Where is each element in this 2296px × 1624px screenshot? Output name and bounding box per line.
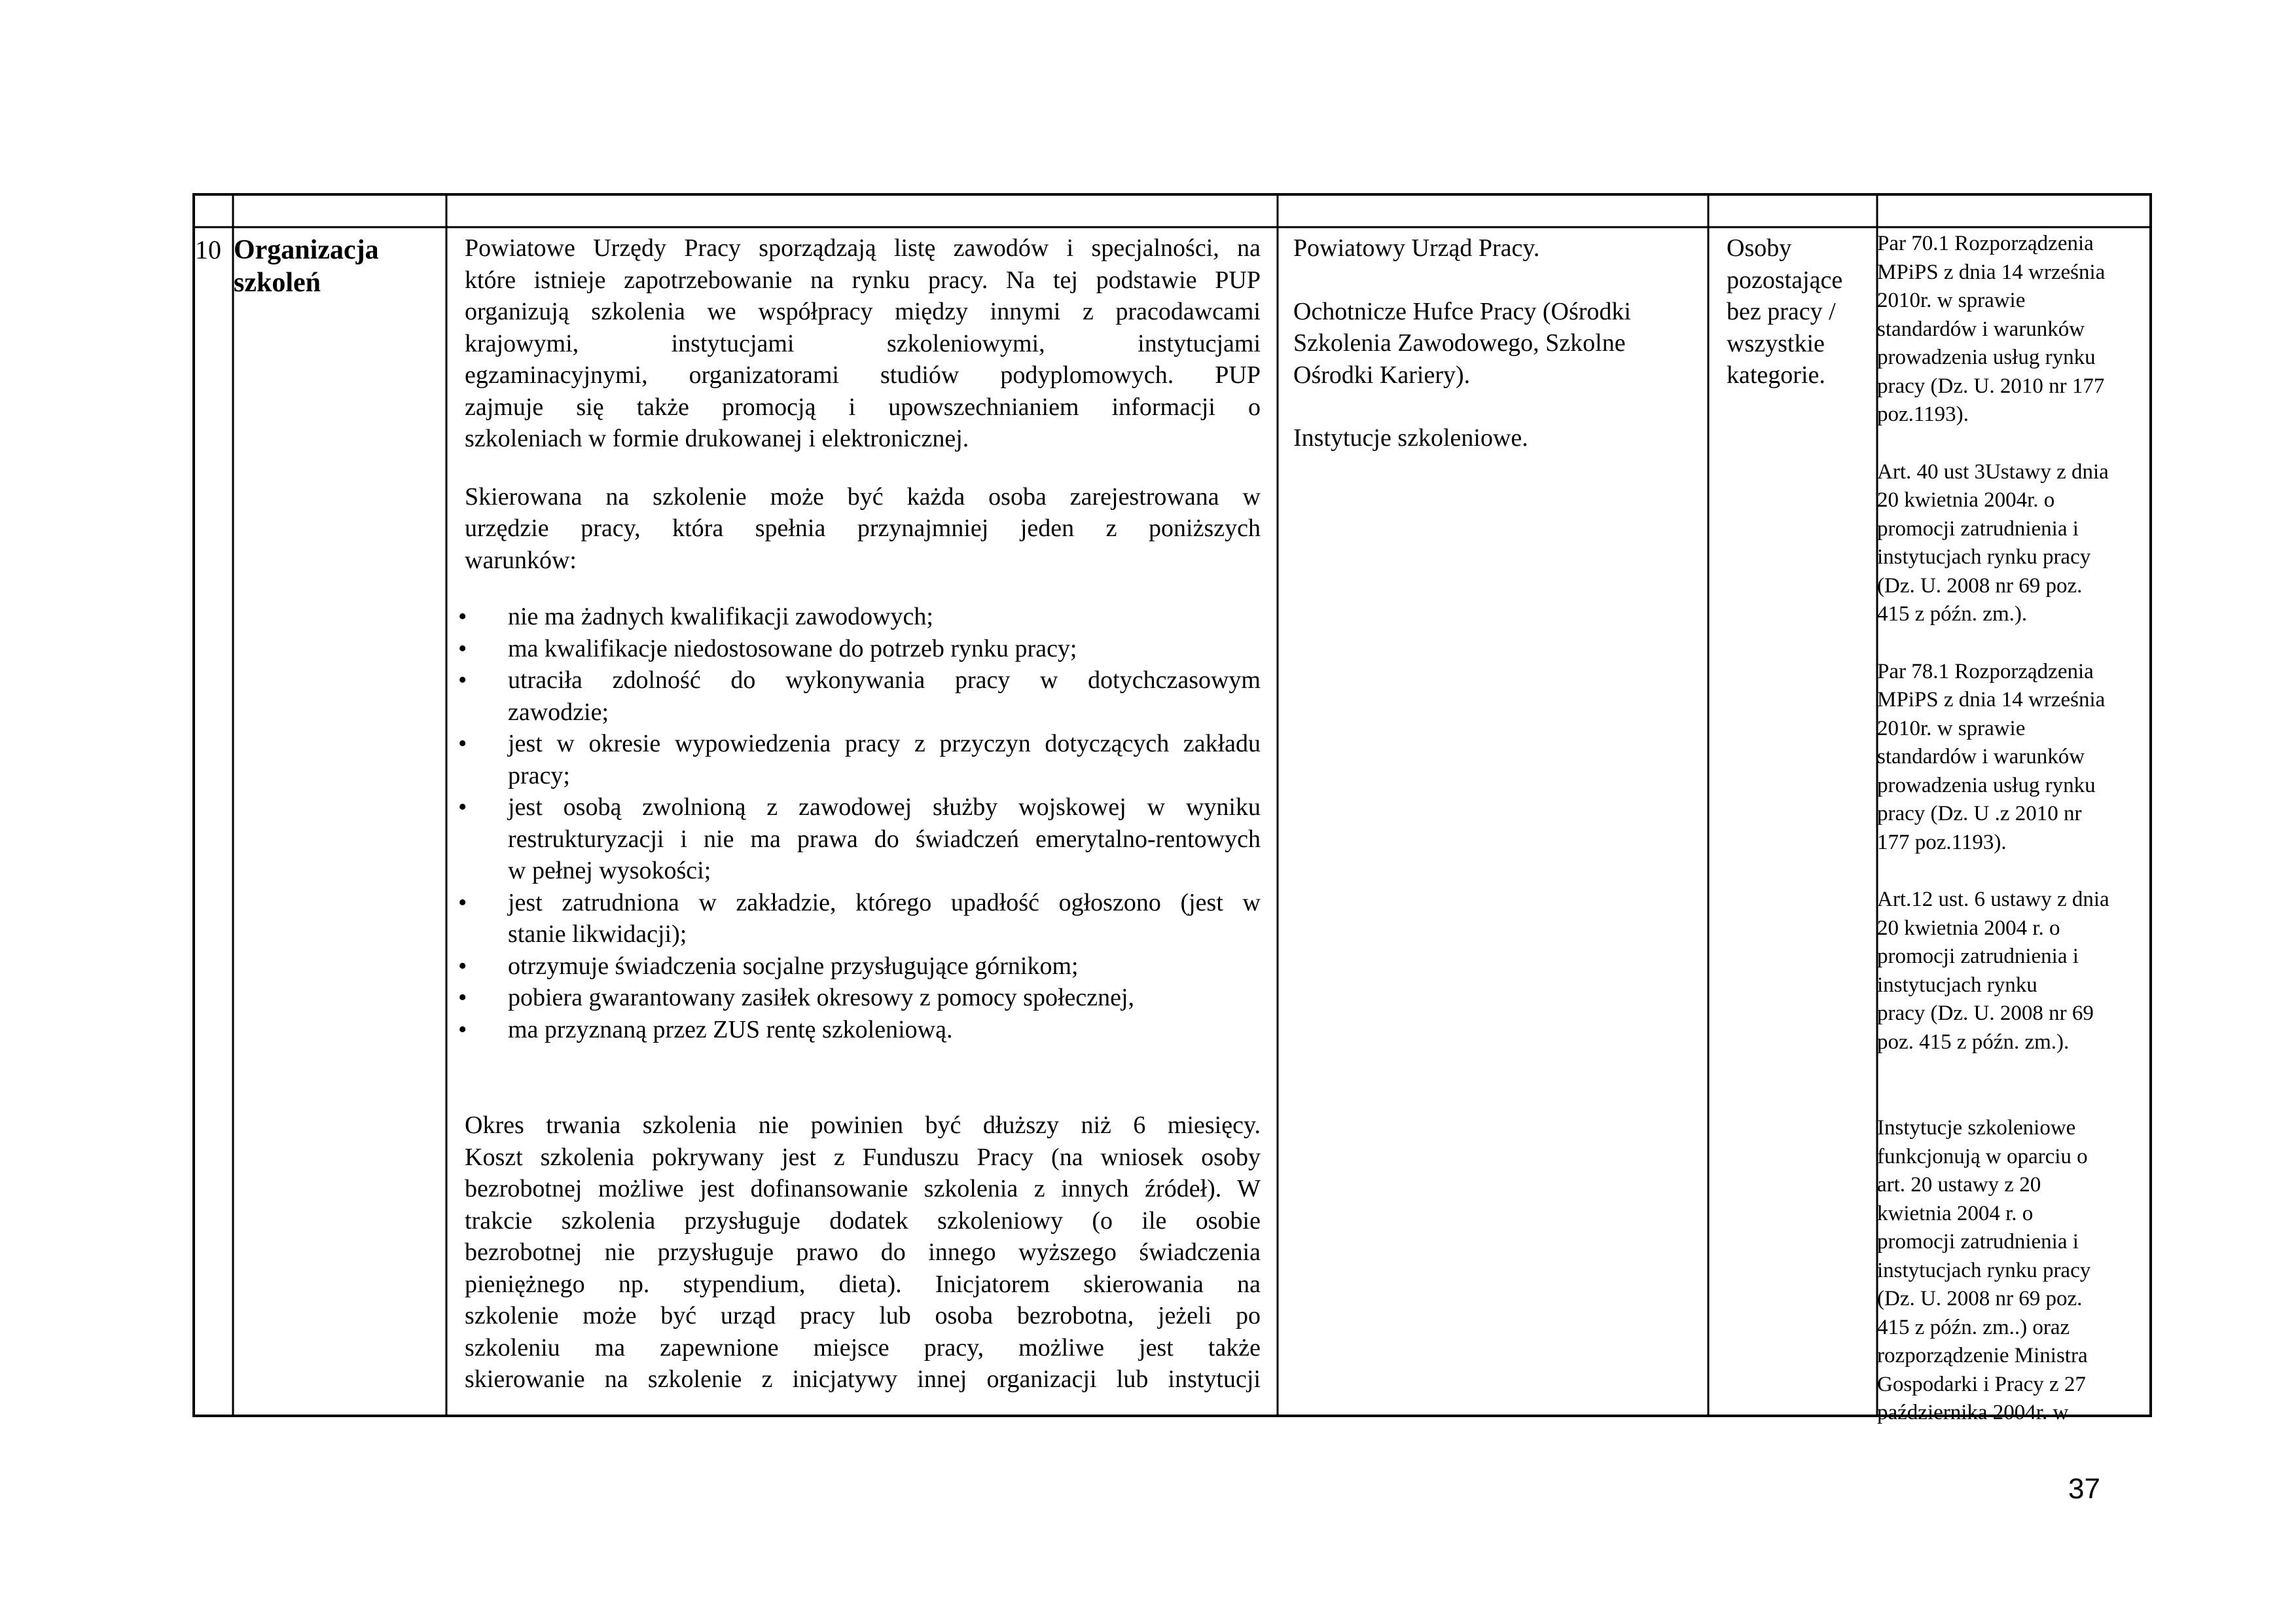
legal-reference	[1877, 230, 2152, 429]
bullet-icon: •	[458, 1015, 467, 1043]
text-line: 20 kwietnia 2004r. o	[1877, 488, 2055, 512]
text-line: bezrobotnej nie przysługuje prawo do innego wyższego świadczenia	[465, 1238, 1261, 1266]
text-line: Okres trwania szkolenia nie powinien być dłuższy niż 6 miesięcy.	[465, 1111, 1261, 1139]
text-line: otrzymuje świadczenia socjalne przysługujące górnikom;	[508, 952, 1079, 980]
text-line: restrukturyzacji i nie ma prawa do świadczeń emerytalno-rentowych	[508, 825, 1261, 853]
text-line: pracy;	[508, 761, 570, 789]
text-line: Koszt szkolenia pokrywany jest z Funduszu Pracy (na wniosek osoby	[465, 1143, 1261, 1171]
text-line: promocji zatrudnienia i	[1877, 516, 2079, 541]
regulation-table	[192, 193, 2152, 1424]
text-line: (Dz. U. 2008 nr 69 poz.	[1877, 1287, 2083, 1310]
bullet-icon: •	[458, 793, 467, 821]
text-line: utraciła zdolność do wykonywania pracy w dotychczasowym	[508, 666, 1261, 694]
description-paragraph-1	[465, 232, 1261, 455]
text-line: szkolenie może być urząd pracy lub osoba bezrobotna, jeżeli po	[465, 1302, 1261, 1329]
text-line: bez pracy /	[1727, 298, 1836, 325]
condition-bullet-item	[458, 601, 1261, 633]
condition-bullet-item	[458, 633, 1261, 665]
condition-bullet-item	[458, 1014, 1261, 1046]
text-line: standardów i warunków	[1877, 745, 2085, 768]
conditions-bullet-list	[458, 601, 1261, 1045]
text-line: zawodzie;	[508, 698, 609, 726]
text-line: jest osobą zwolnioną z zawodowej służby wojskowej w wyniku	[508, 793, 1261, 821]
text-line: pracy (Dz. U .z 2010 nr	[1877, 802, 2082, 825]
text-line: poz.1193).	[1877, 403, 1969, 426]
bullet-icon: •	[458, 603, 467, 630]
condition-bullet-item	[458, 791, 1261, 887]
text-line: poz. 415 z późn. zm.).	[1877, 1030, 2070, 1054]
text-line: pozostające	[1727, 266, 1843, 294]
text-line: bezrobotnej możliwe jest dofinansowanie szkolenia z innych źródeł). W	[465, 1175, 1261, 1202]
text-line: MPiPS z dnia 14 września	[1877, 260, 2106, 284]
text-line: Powiatowe Urzędy Pracy sporządzają listę zawodów i specjalności, na	[465, 234, 1261, 262]
row-number: 10	[195, 235, 221, 264]
text-line: Szkolenia Zawodowego, Szkolne	[1293, 329, 1626, 357]
text-line: standardów i warunków	[1877, 317, 2085, 341]
legal-basis-cell	[1877, 230, 2152, 1428]
text-line: funkcjonują w oparciu o	[1877, 1144, 2088, 1168]
topic-cell	[234, 234, 442, 299]
bullet-icon: •	[458, 634, 467, 662]
text-line: ma kwalifikacje niedostosowane do potrzeb rynku pracy;	[508, 634, 1077, 662]
text-line: instytucjach rynku pracy	[1877, 545, 2091, 569]
text-line: organizują szkolenia we współpracy między innymi z pracodawcami	[465, 298, 1261, 325]
text-line: października 2004r. w	[1877, 1401, 2069, 1424]
text-line: kwietnia 2004 r. o	[1877, 1201, 2034, 1225]
page-number: 37	[2068, 1473, 2100, 1505]
text-line: szkoleniach w formie drukowanej i elektronicznej.	[465, 425, 969, 452]
institution-item: Powiatowy Urząd Pracy.	[1293, 234, 1540, 262]
legal-reference	[1877, 458, 2152, 629]
bullet-icon: •	[458, 666, 467, 694]
text-line: pracy (Dz. U. 2010 nr 177	[1877, 374, 2105, 398]
text-line: promocji zatrudnienia i	[1877, 945, 2079, 968]
text-line: trakcie szkolenia przysługuje dodatek szkoleniowy (o ile osobie	[465, 1206, 1261, 1235]
text-line: Art. 40 ust 3Ustawy z dnia	[1877, 460, 2109, 484]
description-cell	[458, 232, 1261, 1396]
topic-title-line: Organizacja	[234, 235, 379, 265]
legal-reference	[1877, 1114, 2152, 1428]
text-line: pracy (Dz. U. 2008 nr 69	[1877, 1001, 2094, 1025]
condition-bullet-item	[458, 887, 1261, 950]
condition-bullet-item	[458, 982, 1261, 1014]
institution-item: Instytucje szkoleniowe.	[1293, 424, 1528, 452]
text-line: stanie likwidacji);	[508, 920, 687, 948]
text-line: urzędzie pracy, która spełnia przynajmniej jeden z poniższych	[465, 514, 1261, 542]
topic-title-line: szkoleń	[234, 268, 321, 298]
text-line: Par 78.1 Rozporządzenia	[1877, 659, 2094, 683]
bullet-icon: •	[458, 730, 467, 757]
text-line: ma przyznaną przez ZUS rentę szkoleniową.	[508, 1015, 953, 1043]
text-line: Skierowana na szkolenie może być każda osoba zarejestrowana w	[465, 482, 1261, 511]
bullet-icon: •	[458, 952, 467, 980]
text-line: (Dz. U. 2008 nr 69 poz.	[1877, 573, 2083, 598]
text-line: zajmuje się także promocją i upowszechnianiem informacji o	[465, 393, 1261, 421]
legal-reference	[1877, 886, 2152, 1056]
text-line: skierowanie na szkolenie z inicjatywy innej organizacji lub instytucji	[465, 1365, 1261, 1393]
bullet-icon: •	[458, 888, 467, 916]
text-line: 2010r. w sprawie	[1877, 289, 2026, 312]
condition-bullet-item	[458, 664, 1261, 728]
text-line: MPiPS z dnia 14 września	[1877, 688, 2106, 712]
text-line: 177 poz.1193).	[1877, 830, 2007, 854]
description-paragraph-2	[465, 481, 1261, 577]
text-line: prowadzenia usług rynku	[1877, 773, 2096, 797]
text-line: Osoby	[1727, 234, 1792, 262]
text-line: jest w okresie wypowiedzenia pracy z przyczyn dotyczących zakładu	[508, 730, 1261, 757]
row-number-cell	[195, 234, 232, 266]
text-line: które istnieje zapotrzebowanie na rynku pracy. Na tej podstawie PUP	[465, 266, 1261, 294]
text-line: szkoleniu ma zapewnione miejsce pracy, możliwe jest także	[465, 1333, 1261, 1362]
text-line: Ochotnicze Hufce Pracy (Ośrodki	[1293, 297, 1631, 325]
text-line: prowadzenia usług rynku	[1877, 346, 2096, 369]
description-paragraph-3	[465, 1110, 1261, 1396]
text-line: w pełnej wysokości;	[508, 857, 711, 884]
text-line: 2010r. w sprawie	[1877, 716, 2026, 740]
text-line: promocji zatrudnienia i	[1877, 1230, 2079, 1254]
text-line: nie ma żadnych kwalifikacji zawodowych;	[508, 603, 933, 630]
institutions-cell	[1293, 232, 1725, 454]
text-line: instytucjach rynku pracy	[1877, 1258, 2091, 1282]
text-line: art. 20 ustawy z 20	[1877, 1173, 2041, 1197]
text-line: instytucjach rynku	[1877, 973, 2037, 997]
bullet-icon: •	[458, 984, 467, 1011]
institution-item	[1293, 296, 1725, 391]
legal-reference	[1877, 658, 2152, 857]
text-line: Par 70.1 Rozporządzenia	[1877, 232, 2094, 255]
text-line: egzaminacyjnymi, organizatorami studiów podyplomowych. PUP	[465, 361, 1261, 389]
text-line: Gospodarki i Pracy z 27	[1877, 1372, 2086, 1396]
text-line: kategorie.	[1727, 361, 1825, 389]
text-line: krajowymi, instytucjami szkoleniowymi, instytucjami	[465, 329, 1261, 357]
text-line: 20 kwietnia 2004 r. o	[1877, 916, 2060, 940]
text-line: pieniężnego np. stypendium, dieta). Inicjatorem skierowania na	[465, 1270, 1261, 1298]
text-line: jest zatrudniona w zakładzie, którego upadłość ogłoszono (jest w	[508, 888, 1261, 916]
condition-bullet-item	[458, 728, 1261, 791]
text-line: wszystkie	[1727, 329, 1825, 357]
text-line: Art.12 ust. 6 ustawy z dnia	[1877, 888, 2109, 911]
text-line: Ośrodki Kariery).	[1293, 361, 1471, 389]
text-line: warunków:	[465, 546, 577, 574]
text-line: rozporządzenie Ministra	[1877, 1344, 2088, 1367]
text-line: Instytucje szkoleniowe	[1877, 1116, 2076, 1140]
condition-bullet-item	[458, 950, 1261, 983]
text-line: 415 z późn. zm.).	[1877, 602, 2028, 626]
text-line: pobiera gwarantowany zasiłek okresowy z pomocy społecznej,	[508, 984, 1135, 1011]
text-line: 415 z późn. zm..) oraz	[1877, 1315, 2070, 1339]
